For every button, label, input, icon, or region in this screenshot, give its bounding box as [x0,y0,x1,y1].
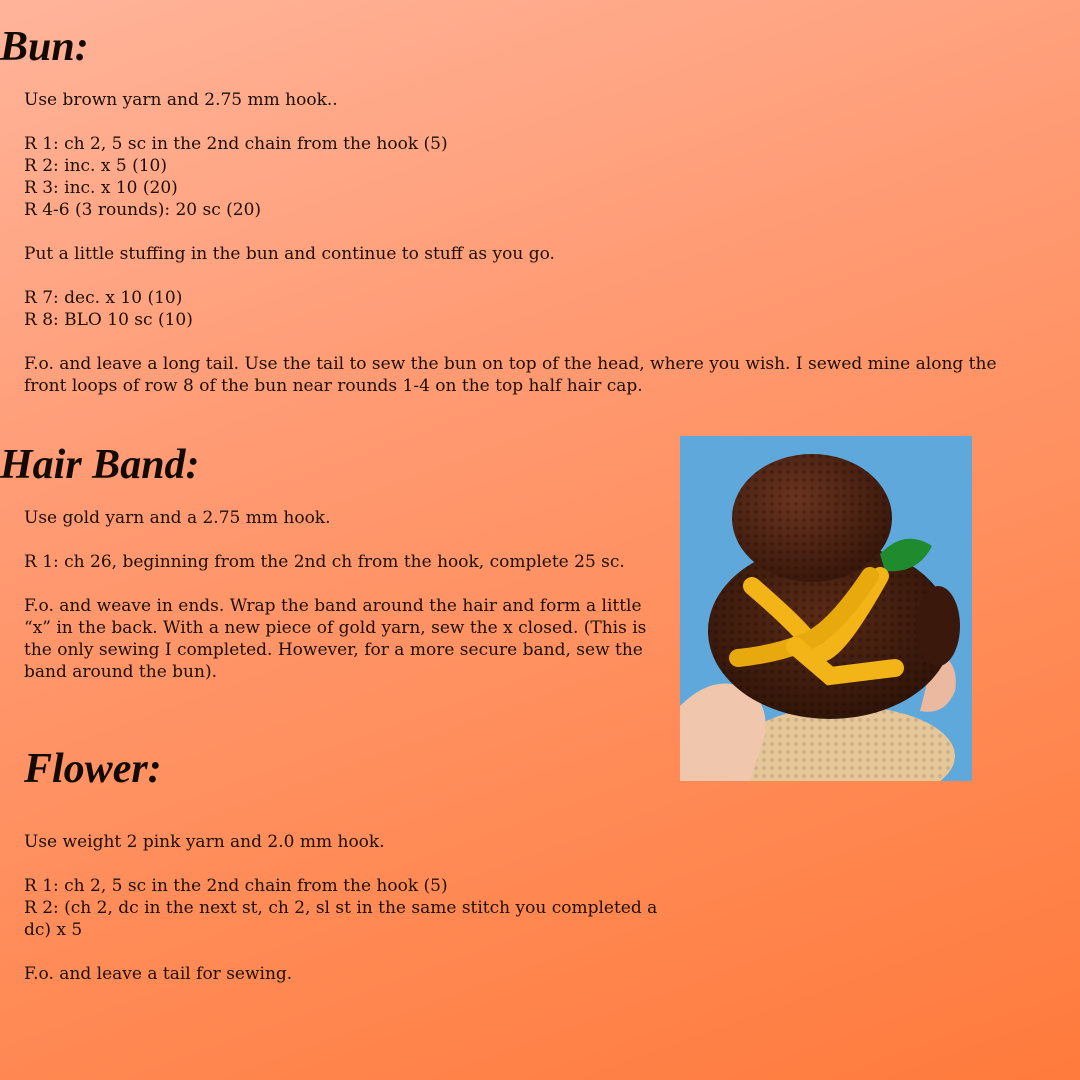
flower-round: R 2: (ch 2, dc in the next st, ch 2, sl st in the same stitch you completed a dc) x 5 [24,898,658,940]
bun-round: R 3: inc. x 10 (20) [24,178,178,198]
hair-band-intro: Use gold yarn and a 2.75 mm hook. [24,508,331,528]
bun-texture [732,454,892,582]
bun-intro: Use brown yarn and 2.75 mm hook.. [24,90,338,110]
hair-band-heading: Hair Band: [0,442,200,488]
hair-bump [916,586,960,666]
flower-round: R 1: ch 2, 5 sc in the 2nd chain from the hook (5) [24,876,448,896]
bun-round: R 2: inc. x 5 (10) [24,156,167,176]
bun-round: R 1: ch 2, 5 sc in the 2nd chain from the hook (5) [24,134,448,154]
hair-band-instructions [24,507,664,683]
bun-instructions [24,89,1044,397]
hair-band-round: R 1: ch 26, beginning from the 2nd ch from the hook, complete 25 sc. [24,552,625,572]
flower-instructions [24,831,664,985]
bun-finish: F.o. and leave a long tail. Use the tail to sew the bun on top of the head, where you wish. I sewed mine along the front loops of row 8 of the bun near rounds 1-4 on the top half hair cap. [24,354,997,396]
flower-intro: Use weight 2 pink yarn and 2.0 mm hook. [24,832,385,852]
bun-round: R 4-6 (3 rounds): 20 sc (20) [24,200,262,220]
crochet-bun-photo [680,436,972,781]
bun-heading: Bun: [0,24,89,70]
flower-heading: Flower: [24,746,162,792]
bun-stuffing-note: Put a little stuffing in the bun and continue to stuff as you go. [24,244,555,264]
bun-round: R 7: dec. x 10 (10) [24,288,183,308]
hair-band-finish: F.o. and weave in ends. Wrap the band around the hair and form a little “x” in the back. With a new piece of gold yarn, sew the x closed. (This is the only sewing I completed. However, for a more secure band, sew the band around the bun). [24,596,647,682]
bun-round: R 8: BLO 10 sc (10) [24,310,193,330]
flower-finish: F.o. and leave a tail for sewing. [24,964,293,984]
